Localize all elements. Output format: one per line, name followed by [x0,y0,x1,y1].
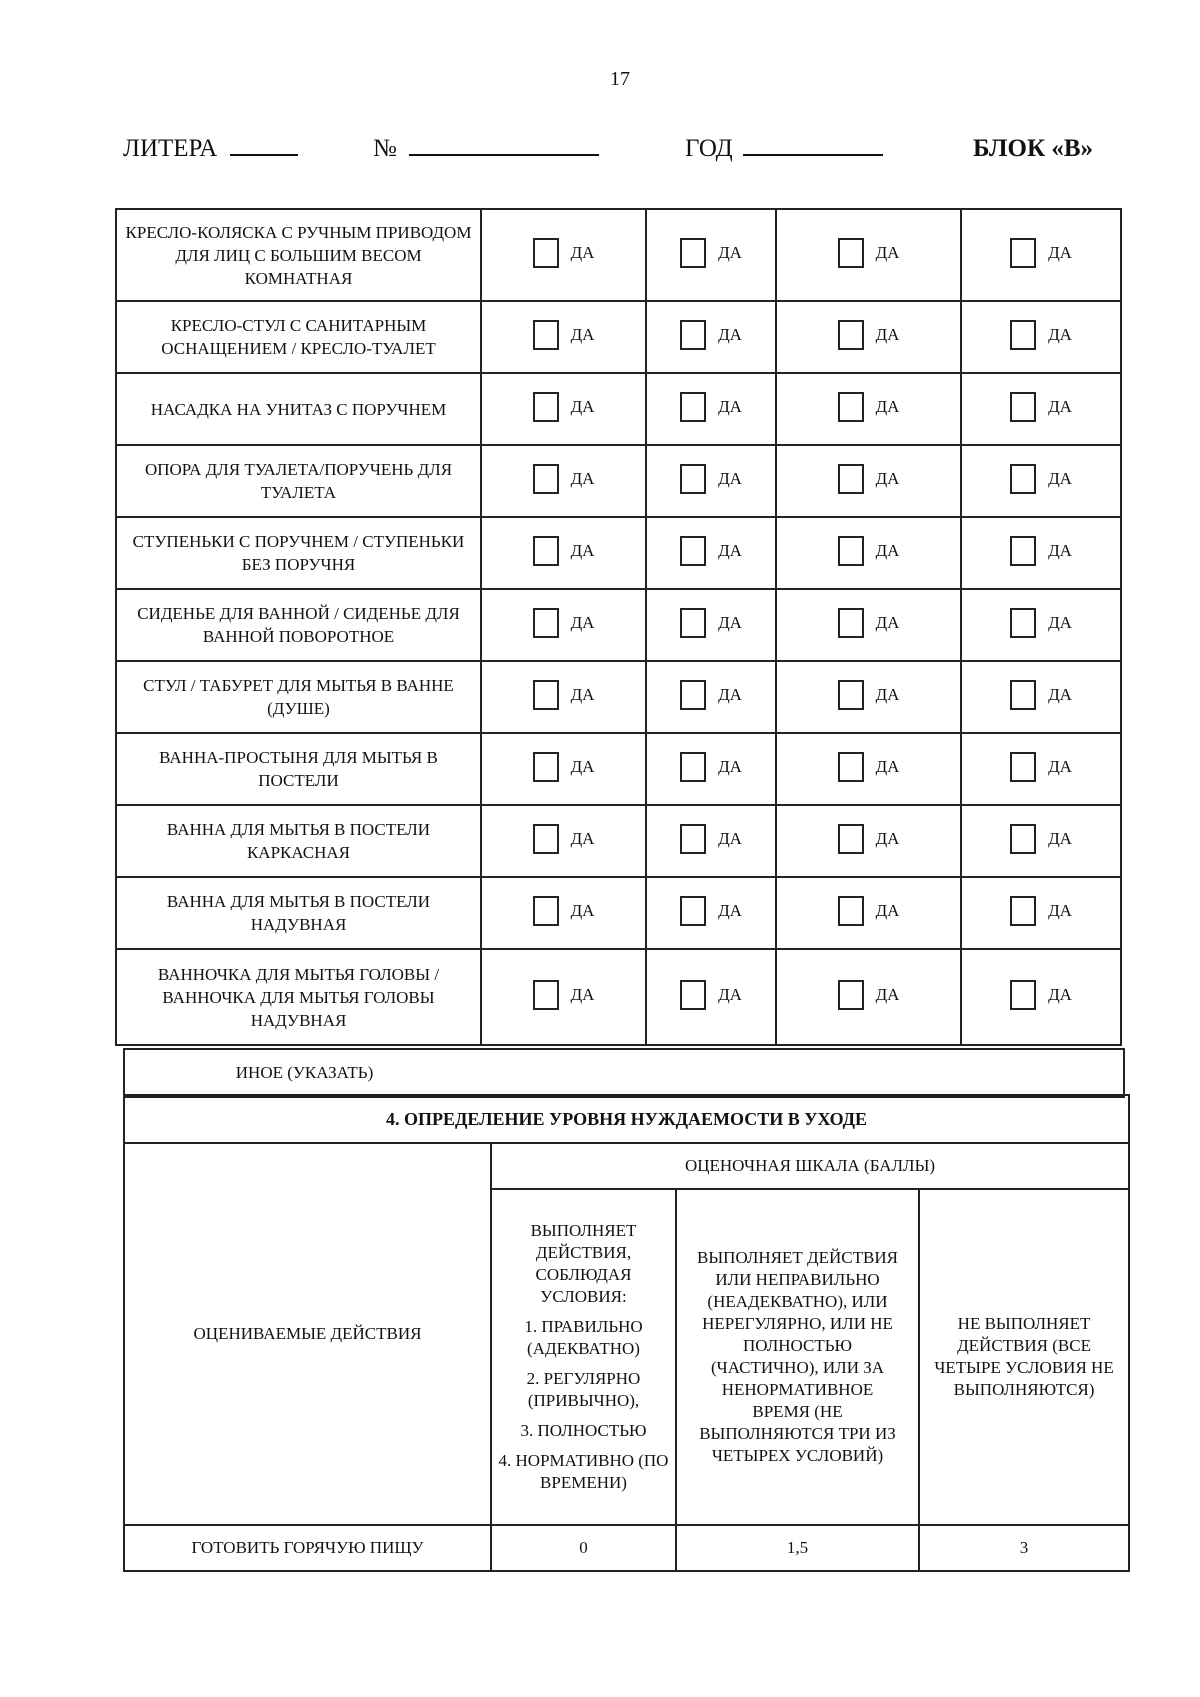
checkbox-square[interactable] [838,824,864,854]
checkbox-square[interactable] [1010,824,1036,854]
checkbox-cell [646,445,776,517]
scale-header-row [124,1143,1129,1189]
checkbox-square[interactable] [1010,980,1036,1010]
checkbox-cell [776,517,961,589]
checkbox-cell [961,517,1121,589]
checkbox-label: ДА [1048,540,1072,560]
checkbox-cell [776,301,961,373]
scale-header: ОЦЕНОЧНАЯ ШКАЛА (БАЛЛЫ) [491,1143,1129,1189]
checkbox-cell [481,805,646,877]
checkbox-cell [481,301,646,373]
checkbox-square[interactable] [680,608,706,638]
col1-condition-4: 4. НОРМАТИВНО (ПО ВРЕМЕНИ) [498,1451,669,1492]
yes-checkbox[interactable] [1010,896,1072,926]
checkbox-label: ДА [1048,324,1072,344]
checkbox-cell [481,517,646,589]
checkbox-cell [776,589,961,661]
checkbox-cell [961,301,1121,373]
yes-checkbox[interactable] [533,608,595,638]
equipment-name: НАСАДКА НА УНИТАЗ С ПОРУЧНЕМ [116,373,481,445]
checkbox-square[interactable] [533,238,559,268]
checkbox-square[interactable] [533,320,559,350]
yes-checkbox[interactable] [533,238,595,268]
page-number: 17 [610,68,630,90]
checkbox-label: ДА [570,828,595,848]
checkbox-label: ДА [875,324,900,344]
equipment-row [116,949,1121,1045]
other-row-table [123,1048,1125,1098]
yes-checkbox[interactable] [533,752,595,782]
checkbox-cell [961,445,1121,517]
needs-table [123,1094,1130,1572]
checkbox-label: ДА [718,612,742,632]
score-col2[interactable]: 1,5 [676,1525,919,1571]
checkbox-cell [481,373,646,445]
checkbox-label: ДА [875,242,900,262]
checkbox-square[interactable] [1010,464,1036,494]
checkbox-cell [646,805,776,877]
checkbox-cell [481,877,646,949]
equipment-name: КРЕСЛО-СТУЛ С САНИТАРНЫМ ОСНАЩЕНИЕМ / КРЕСЛО-ТУАЛЕТ [116,301,481,373]
yes-checkbox[interactable] [838,980,900,1010]
checkbox-cell [776,661,961,733]
checkbox-square[interactable] [680,680,706,710]
checkbox-square[interactable] [533,392,559,422]
number-blank[interactable] [409,136,599,156]
yes-checkbox[interactable] [533,536,595,566]
yes-checkbox[interactable] [1010,464,1072,494]
checkbox-label: ДА [1048,828,1072,848]
checkbox-label: ДА [1048,468,1072,488]
yes-checkbox[interactable] [1010,680,1072,710]
yes-checkbox[interactable] [1010,238,1072,268]
yes-checkbox[interactable] [838,752,900,782]
checkbox-square[interactable] [838,752,864,782]
equipment-name: СТУПЕНЬКИ С ПОРУЧНЕМ / СТУПЕНЬКИ БЕЗ ПОРУЧНЯ [116,517,481,589]
equipment-name: СТУЛ / ТАБУРЕТ ДЛЯ МЫТЬЯ В ВАННЕ (ДУШЕ) [116,661,481,733]
checkbox-label: ДА [1048,242,1072,262]
checkbox-square[interactable] [1010,608,1036,638]
action-name: ГОТОВИТЬ ГОРЯЧУЮ ПИЩУ [124,1525,491,1571]
yes-checkbox[interactable] [533,392,595,422]
yes-checkbox[interactable] [1010,824,1072,854]
checkbox-label: ДА [570,324,595,344]
yes-checkbox[interactable] [533,464,595,494]
checkbox-label: ДА [718,242,742,262]
checkbox-square[interactable] [838,464,864,494]
checkbox-square[interactable] [1010,320,1036,350]
block-label: БЛОК «В» [973,135,1094,162]
number-field [373,135,599,163]
yes-checkbox[interactable] [533,680,595,710]
checkbox-cell [961,373,1121,445]
yes-checkbox[interactable] [838,608,900,638]
checkbox-label: ДА [718,468,742,488]
checkbox-cell [776,805,961,877]
checkbox-label: ДА [570,396,595,416]
equipment-name: ВАННА ДЛЯ МЫТЬЯ В ПОСТЕЛИ НАДУВНАЯ [116,877,481,949]
checkbox-label: ДА [875,396,900,416]
checkbox-label: ДА [875,900,900,920]
checkbox-square[interactable] [1010,536,1036,566]
checkbox-label: ДА [875,828,900,848]
section4-title: 4. ОПРЕДЕЛЕНИЕ УРОВНЯ НУЖДАЕМОСТИ В УХОДЕ [124,1095,1129,1143]
checkbox-label: ДА [570,540,595,560]
checkbox-square[interactable] [1010,752,1036,782]
equipment-name: ОПОРА ДЛЯ ТУАЛЕТА/ПОРУЧЕНЬ ДЛЯ ТУАЛЕТА [116,445,481,517]
equipment-row [116,733,1121,805]
score-col1[interactable]: 0 [491,1525,676,1571]
checkbox-cell [646,209,776,301]
checkbox-cell [776,445,961,517]
col1-condition-1: 1. ПРАВИЛЬНО (АДЕКВАТНО) [524,1317,643,1358]
checkbox-square[interactable] [838,536,864,566]
checkbox-label: ДА [875,984,900,1004]
yes-checkbox[interactable] [533,824,595,854]
criteria-col2: ВЫПОЛНЯЕТ ДЕЙСТВИЯ ИЛИ НЕПРАВИЛЬНО (НЕАДЕКВАТНО), ИЛИ НЕРЕГУЛЯРНО, ИЛИ НЕ ПОЛНОСТЬЮ (ЧАСТИЧНО), ИЛИ ЗА НЕНОРМАТИВНОЕ ВРЕМЯ (НЕ ВЫПОЛНЯЮТСЯ ТРИ ИЗ ЧЕТЫРЕХ УСЛОВИЙ) [676,1189,919,1525]
checkbox-square[interactable] [680,824,706,854]
checkbox-cell [646,733,776,805]
checkbox-cell [646,661,776,733]
equipment-row [116,301,1121,373]
yes-checkbox[interactable] [838,896,900,926]
checkbox-label: ДА [718,684,742,704]
checkbox-cell [961,877,1121,949]
checkbox-label: ДА [875,612,900,632]
checkbox-cell [646,517,776,589]
col1-intro: ВЫПОЛНЯЕТ ДЕЙСТВИЯ, СОБЛЮДАЯ УСЛОВИЯ: [530,1221,637,1306]
yes-checkbox[interactable] [680,392,742,422]
checkbox-label: ДА [1048,684,1072,704]
checkbox-square[interactable] [680,536,706,566]
checkbox-cell [481,949,646,1045]
checkbox-cell [961,589,1121,661]
checkbox-label: ДА [570,984,595,1004]
checkbox-square[interactable] [1010,680,1036,710]
checkbox-label: ДА [875,540,900,560]
checkbox-square[interactable] [533,464,559,494]
yes-checkbox[interactable] [680,238,742,268]
other-input[interactable] [484,1049,1124,1097]
score-col3[interactable]: 3 [919,1525,1129,1571]
yes-checkbox[interactable] [838,320,900,350]
year-label: ГОД [685,135,733,162]
equipment-row [116,445,1121,517]
yes-checkbox[interactable] [533,320,595,350]
checkbox-square[interactable] [680,464,706,494]
yes-checkbox[interactable] [533,980,595,1010]
yes-checkbox[interactable] [680,536,742,566]
checkbox-cell [776,373,961,445]
checkbox-cell [481,589,646,661]
checkbox-label: ДА [570,684,595,704]
checkbox-square[interactable] [533,896,559,926]
yes-checkbox[interactable] [533,896,595,926]
checkbox-cell [646,949,776,1045]
checkbox-square[interactable] [533,824,559,854]
yes-checkbox[interactable] [838,464,900,494]
checkbox-square[interactable] [680,752,706,782]
checkbox-label: ДА [718,396,742,416]
checkbox-square[interactable] [680,896,706,926]
checkbox-square[interactable] [838,896,864,926]
yes-checkbox[interactable] [680,680,742,710]
criteria-col1 [491,1189,676,1525]
checkbox-square[interactable] [838,980,864,1010]
yes-checkbox[interactable] [680,464,742,494]
checkbox-square[interactable] [838,680,864,710]
equipment-name: ВАННА ДЛЯ МЫТЬЯ В ПОСТЕЛИ КАРКАСНАЯ [116,805,481,877]
checkbox-cell [961,209,1121,301]
checkbox-cell [961,661,1121,733]
checkbox-label: ДА [1048,756,1072,776]
year-field [685,135,883,163]
equipment-row [116,517,1121,589]
yes-checkbox[interactable] [1010,392,1072,422]
checkbox-cell [481,733,646,805]
checkbox-label: ДА [1048,396,1072,416]
checkbox-cell [481,661,646,733]
checkbox-square[interactable] [533,752,559,782]
yes-checkbox[interactable] [838,238,900,268]
checkbox-cell [776,209,961,301]
yes-checkbox[interactable] [1010,752,1072,782]
yes-checkbox[interactable] [1010,980,1072,1010]
equipment-row [116,805,1121,877]
checkbox-label: ДА [1048,900,1072,920]
yes-checkbox[interactable] [1010,608,1072,638]
col1-condition-3: 3. ПОЛНОСТЬЮ [520,1421,647,1440]
checkbox-cell [961,733,1121,805]
checkbox-cell [776,949,961,1045]
equipment-name: ВАННОЧКА ДЛЯ МЫТЬЯ ГОЛОВЫ / ВАННОЧКА ДЛЯ МЫТЬЯ ГОЛОВЫ НАДУВНАЯ [116,949,481,1045]
yes-checkbox[interactable] [680,824,742,854]
checkbox-cell [646,373,776,445]
checkbox-cell [481,209,646,301]
checkbox-label: ДА [570,612,595,632]
checkbox-square[interactable] [1010,896,1036,926]
equipment-name: СИДЕНЬЕ ДЛЯ ВАННОЙ / СИДЕНЬЕ ДЛЯ ВАННОЙ ПОВОРОТНОЕ [116,589,481,661]
checkbox-label: ДА [1048,984,1072,1004]
yes-checkbox[interactable] [838,392,900,422]
litera-blank[interactable] [230,136,298,156]
checkbox-square[interactable] [1010,238,1036,268]
actions-header: ОЦЕНИВАЕМЫЕ ДЕЙСТВИЯ [124,1143,491,1525]
equipment-row [116,373,1121,445]
action-row [124,1525,1129,1571]
equipment-name: ВАННА-ПРОСТЫНЯ ДЛЯ МЫТЬЯ В ПОСТЕЛИ [116,733,481,805]
equipment-row [116,589,1121,661]
equipment-name: КРЕСЛО-КОЛЯСКА С РУЧНЫМ ПРИВОДОМ ДЛЯ ЛИЦ С БОЛЬШИМ ВЕСОМ КОМНАТНАЯ [116,209,481,301]
checkbox-square[interactable] [838,608,864,638]
checkbox-cell [961,949,1121,1045]
checkbox-square[interactable] [680,392,706,422]
checkbox-label: ДА [718,540,742,560]
yes-checkbox[interactable] [680,608,742,638]
checkbox-cell [961,805,1121,877]
checkbox-label: ДА [718,984,742,1004]
checkbox-cell [776,877,961,949]
checkbox-label: ДА [718,828,742,848]
yes-checkbox[interactable] [680,896,742,926]
checkbox-cell [646,589,776,661]
checkbox-cell [646,877,776,949]
checkbox-square[interactable] [838,238,864,268]
checkbox-square[interactable] [838,320,864,350]
checkbox-label: ДА [570,900,595,920]
equipment-row [116,877,1121,949]
checkbox-label: ДА [570,242,595,262]
checkbox-square[interactable] [680,238,706,268]
checkbox-square[interactable] [533,980,559,1010]
other-row [124,1049,1124,1097]
section4-title-row [124,1095,1129,1143]
yes-checkbox[interactable] [1010,536,1072,566]
yes-checkbox[interactable] [680,752,742,782]
checkbox-label: ДА [718,756,742,776]
checkbox-square[interactable] [533,536,559,566]
yes-checkbox[interactable] [838,680,900,710]
criteria-col3: НЕ ВЫПОЛНЯЕТ ДЕЙСТВИЯ (ВСЕ ЧЕТЫРЕ УСЛОВИЯ НЕ ВЫПОЛНЯЮТСЯ) [919,1189,1129,1525]
yes-checkbox[interactable] [838,536,900,566]
litera-label: ЛИТЕРА [123,135,218,162]
checkbox-label: ДА [570,468,595,488]
number-label: № [373,135,397,162]
equipment-row [116,209,1121,301]
checkbox-square[interactable] [1010,392,1036,422]
checkbox-label: ДА [1048,612,1072,632]
checkbox-cell [776,733,961,805]
checkbox-label: ДА [718,900,742,920]
year-blank[interactable] [743,136,883,156]
checkbox-label: ДА [570,756,595,776]
other-label: ИНОЕ (УКАЗАТЬ) [124,1049,484,1097]
col1-condition-2: 2. РЕГУЛЯРНО (ПРИВЫЧНО), [526,1369,641,1410]
checkbox-cell [646,301,776,373]
checkbox-label: ДА [718,324,742,344]
checkbox-square[interactable] [838,392,864,422]
checkbox-square[interactable] [680,980,706,1010]
yes-checkbox[interactable] [838,824,900,854]
checkbox-label: ДА [875,468,900,488]
checkbox-label: ДА [875,684,900,704]
yes-checkbox[interactable] [1010,320,1072,350]
equipment-table [115,208,1122,1046]
checkbox-square[interactable] [533,680,559,710]
checkbox-label: ДА [875,756,900,776]
checkbox-square[interactable] [680,320,706,350]
checkbox-square[interactable] [533,608,559,638]
checkbox-cell [481,445,646,517]
equipment-row [116,661,1121,733]
yes-checkbox[interactable] [680,980,742,1010]
yes-checkbox[interactable] [680,320,742,350]
litera-field [123,135,298,163]
